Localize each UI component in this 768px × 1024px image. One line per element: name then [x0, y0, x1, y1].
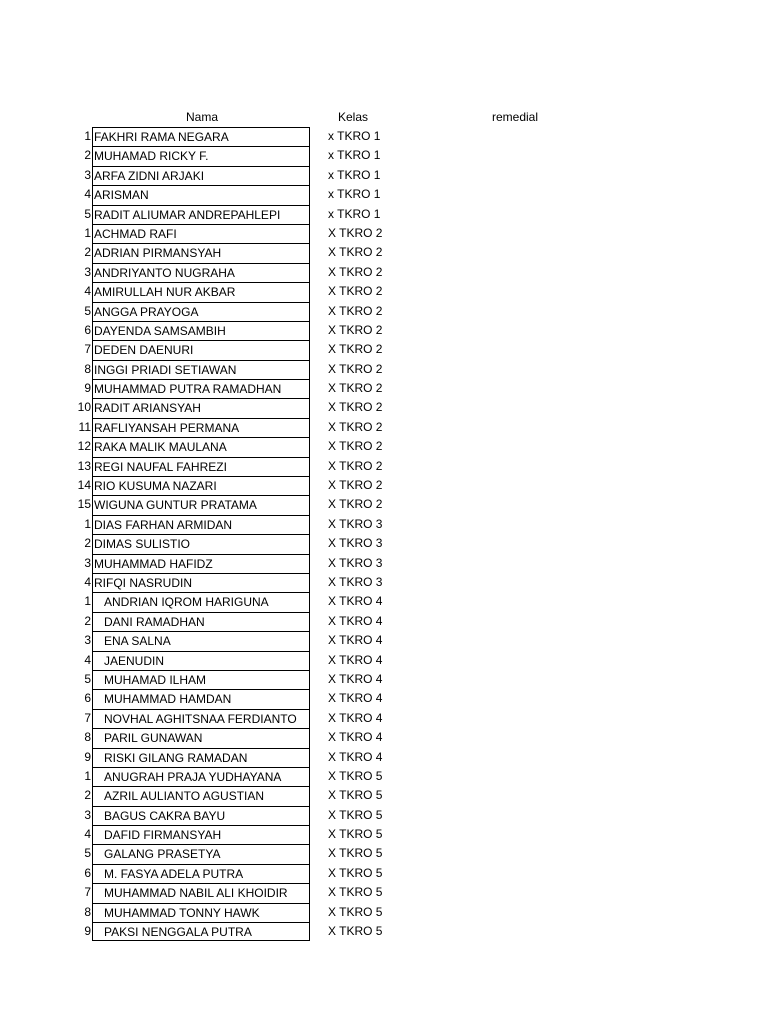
table-row [0, 709, 768, 728]
row-number: 4 [84, 652, 91, 667]
table-row [0, 321, 768, 340]
student-name-cell: RIFQI NASRUDIN [92, 573, 310, 592]
class-cell: X TKRO 5 [328, 924, 383, 939]
student-name-cell: DEDEN DAENURI [92, 340, 310, 359]
table-row [0, 243, 768, 262]
class-cell: X TKRO 4 [328, 594, 383, 609]
table-row [0, 418, 768, 437]
class-cell: X TKRO 2 [328, 245, 383, 260]
student-name-cell: PAKSI NENGGALA PUTRA [92, 922, 310, 941]
class-cell: X TKRO 2 [328, 225, 383, 240]
table-row [0, 825, 768, 844]
student-name-cell: RIO KUSUMA NAZARI [92, 476, 310, 495]
student-name-cell: RISKI GILANG RAMADAN [92, 748, 310, 767]
class-cell: X TKRO 4 [328, 613, 383, 628]
class-cell: X TKRO 5 [328, 846, 383, 861]
table-row [0, 631, 768, 650]
student-name-cell: ARFA ZIDNI ARJAKI [92, 166, 310, 185]
row-number: 1 [84, 594, 91, 609]
header-nama: Nama [185, 110, 218, 124]
row-number: 7 [84, 342, 91, 357]
row-number: 13 [77, 458, 91, 473]
class-cell: X TKRO 2 [328, 322, 383, 337]
row-number: 5 [84, 671, 91, 686]
class-cell: X TKRO 3 [328, 536, 383, 551]
table-row [0, 185, 768, 204]
row-number: 9 [84, 381, 91, 396]
student-name-cell: ENA SALNA [92, 631, 310, 650]
class-cell: X TKRO 3 [328, 574, 383, 589]
table-row [0, 340, 768, 359]
student-name-cell: DIAS FARHAN ARMIDAN [92, 515, 310, 534]
table-row [0, 437, 768, 456]
student-name-cell: AZRIL AULIANTO AGUSTIAN [92, 786, 310, 805]
student-name-cell: FAKHRI RAMA NEGARA [92, 127, 310, 146]
class-cell: X TKRO 4 [328, 652, 383, 667]
student-name-cell: ANGGA PRAYOGA [92, 302, 310, 321]
class-cell: x TKRO 1 [328, 187, 381, 202]
student-name-cell: RAKA MALIK MAULANA [92, 437, 310, 456]
class-cell: X TKRO 2 [328, 381, 383, 396]
table-row [0, 398, 768, 417]
table-row [0, 457, 768, 476]
table-row [0, 592, 768, 611]
table-row [0, 282, 768, 301]
class-cell: X TKRO 5 [328, 885, 383, 900]
student-name-cell: JAENUDIN [92, 651, 310, 670]
table-row [0, 903, 768, 922]
row-number: 6 [84, 322, 91, 337]
header-kelas: Kelas [337, 110, 369, 124]
class-cell: X TKRO 2 [328, 400, 383, 415]
row-number: 2 [84, 245, 91, 260]
table-row [0, 748, 768, 767]
class-cell: X TKRO 4 [328, 633, 383, 648]
class-cell: X TKRO 2 [328, 264, 383, 279]
student-name-cell: RAFLIYANSAH PERMANA [92, 418, 310, 437]
student-name-cell: BAGUS CAKRA BAYU [92, 806, 310, 825]
class-cell: x TKRO 1 [328, 206, 381, 221]
row-number: 7 [84, 885, 91, 900]
student-name-cell: DANI RAMADHAN [92, 612, 310, 631]
student-name-cell: ANUGRAH PRAJA YUDHAYANA [92, 767, 310, 786]
row-number: 5 [84, 303, 91, 318]
class-cell: X TKRO 5 [328, 807, 383, 822]
row-number: 1 [84, 225, 91, 240]
class-cell: X TKRO 5 [328, 768, 383, 783]
row-number: 1 [84, 129, 91, 143]
row-number: 4 [84, 284, 91, 299]
student-name-cell: MUHAMMAD HAMDAN [92, 689, 310, 708]
row-number: 8 [84, 361, 91, 376]
class-cell: x TKRO 1 [328, 129, 381, 143]
student-name-cell: INGGI PRIADI SETIAWAN [92, 360, 310, 379]
table-row [0, 573, 768, 592]
row-number: 8 [84, 904, 91, 919]
class-cell: X TKRO 4 [328, 730, 383, 745]
row-number: 3 [84, 633, 91, 648]
table-row [0, 844, 768, 863]
row-number: 12 [77, 439, 91, 454]
student-name-cell: MUHAMMAD TONNY HAWK [92, 903, 310, 922]
student-name-cell: ARISMAN [92, 185, 310, 204]
table-row [0, 360, 768, 379]
student-name-cell: MUHAMMAD NABIL ALI KHOIDIR [92, 883, 310, 902]
table-row [0, 767, 768, 786]
row-number: 3 [84, 555, 91, 570]
class-cell: X TKRO 5 [328, 827, 383, 842]
row-number: 11 [78, 419, 91, 434]
table-row [0, 806, 768, 825]
row-number: 7 [84, 710, 91, 725]
table-row [0, 379, 768, 398]
table-row [0, 689, 768, 708]
class-cell: X TKRO 2 [328, 439, 383, 454]
row-number: 10 [77, 400, 91, 415]
table-row [0, 495, 768, 514]
class-cell: X TKRO 3 [328, 516, 383, 531]
row-number: 5 [84, 846, 91, 861]
row-number: 2 [84, 148, 91, 163]
student-name-cell: AMIRULLAH NUR AKBAR [92, 282, 310, 301]
table-row [0, 515, 768, 534]
student-name-cell: MUHAMAD RICKY F. [92, 146, 310, 165]
student-name-cell: DIMAS SULISTIO [92, 534, 310, 553]
student-name-cell: WIGUNA GUNTUR PRATAMA [92, 495, 310, 514]
row-number: 4 [84, 187, 91, 202]
class-cell: X TKRO 5 [328, 865, 383, 880]
class-cell: X TKRO 2 [328, 342, 383, 357]
table-row [0, 534, 768, 553]
student-name-cell: NOVHAL AGHITSNAA FERDIANTO [92, 709, 310, 728]
class-cell: X TKRO 4 [328, 710, 383, 725]
class-cell: X TKRO 2 [328, 303, 383, 318]
table-row [0, 651, 768, 670]
class-cell: x TKRO 1 [328, 148, 381, 163]
student-name-cell: DAYENDA SAMSAMBIH [92, 321, 310, 340]
student-name-cell: M. FASYA ADELA PUTRA [92, 864, 310, 883]
student-name-cell: DAFID FIRMANSYAH [92, 825, 310, 844]
table-row [0, 166, 768, 185]
table-row [0, 728, 768, 747]
row-number: 15 [77, 497, 91, 512]
student-name-cell: RADIT ARIANSYAH [92, 398, 310, 417]
table-row [0, 263, 768, 282]
student-name-cell: REGI NAUFAL FAHREZI [92, 457, 310, 476]
row-number: 1 [84, 768, 91, 783]
student-name-cell: ANDRIAN IQROM HARIGUNA [92, 592, 310, 611]
row-number: 3 [84, 167, 91, 182]
row-number: 3 [84, 264, 91, 279]
row-number: 3 [84, 807, 91, 822]
table-row [0, 670, 768, 689]
class-cell: X TKRO 5 [328, 904, 383, 919]
table-row [0, 554, 768, 573]
row-number: 5 [84, 206, 91, 221]
student-name-cell: RADIT ALIUMAR ANDREPAHLEPI [92, 205, 310, 224]
table-row [0, 127, 768, 146]
table-row [0, 302, 768, 321]
class-cell: X TKRO 2 [328, 478, 383, 493]
class-cell: X TKRO 2 [328, 284, 383, 299]
class-cell: X TKRO 2 [328, 419, 383, 434]
row-number: 9 [84, 924, 91, 939]
row-number: 14 [77, 478, 91, 493]
row-number: 4 [84, 574, 91, 589]
class-cell: X TKRO 2 [328, 497, 383, 512]
table-row [0, 883, 768, 902]
row-number: 2 [84, 788, 91, 803]
student-name-cell: MUHAMMAD HAFIDZ [92, 554, 310, 573]
class-cell: X TKRO 4 [328, 671, 383, 686]
class-cell: X TKRO 3 [328, 555, 383, 570]
student-name-cell: MUHAMMAD PUTRA RAMADHAN [92, 379, 310, 398]
row-number: 2 [84, 536, 91, 551]
row-number: 1 [84, 516, 91, 531]
table-row [0, 786, 768, 805]
row-number: 4 [84, 827, 91, 842]
class-cell: x TKRO 1 [328, 167, 381, 182]
class-cell: X TKRO 5 [328, 788, 383, 803]
table-header [0, 108, 768, 127]
row-number: 9 [84, 749, 91, 764]
table-row [0, 612, 768, 631]
student-name-cell: ANDRIYANTO NUGRAHA [92, 263, 310, 282]
row-number: 6 [84, 865, 91, 880]
class-cell: X TKRO 4 [328, 749, 383, 764]
header-remedial: remedial [491, 110, 539, 124]
row-number: 2 [84, 613, 91, 628]
class-cell: X TKRO 2 [328, 361, 383, 376]
table-row [0, 205, 768, 224]
row-number: 8 [84, 730, 91, 745]
student-name-cell: ADRIAN PIRMANSYAH [92, 243, 310, 262]
student-name-cell: GALANG PRASETYA [92, 844, 310, 863]
row-number: 6 [84, 691, 91, 706]
table-row [0, 864, 768, 883]
student-name-cell: ACHMAD RAFI [92, 224, 310, 243]
class-cell: X TKRO 2 [328, 458, 383, 473]
student-name-cell: PARIL GUNAWAN [92, 728, 310, 747]
table-row [0, 476, 768, 495]
table-row [0, 922, 768, 941]
student-list [0, 127, 768, 941]
table-row [0, 224, 768, 243]
class-cell: X TKRO 4 [328, 691, 383, 706]
table-row [0, 146, 768, 165]
student-name-cell: MUHAMAD ILHAM [92, 670, 310, 689]
